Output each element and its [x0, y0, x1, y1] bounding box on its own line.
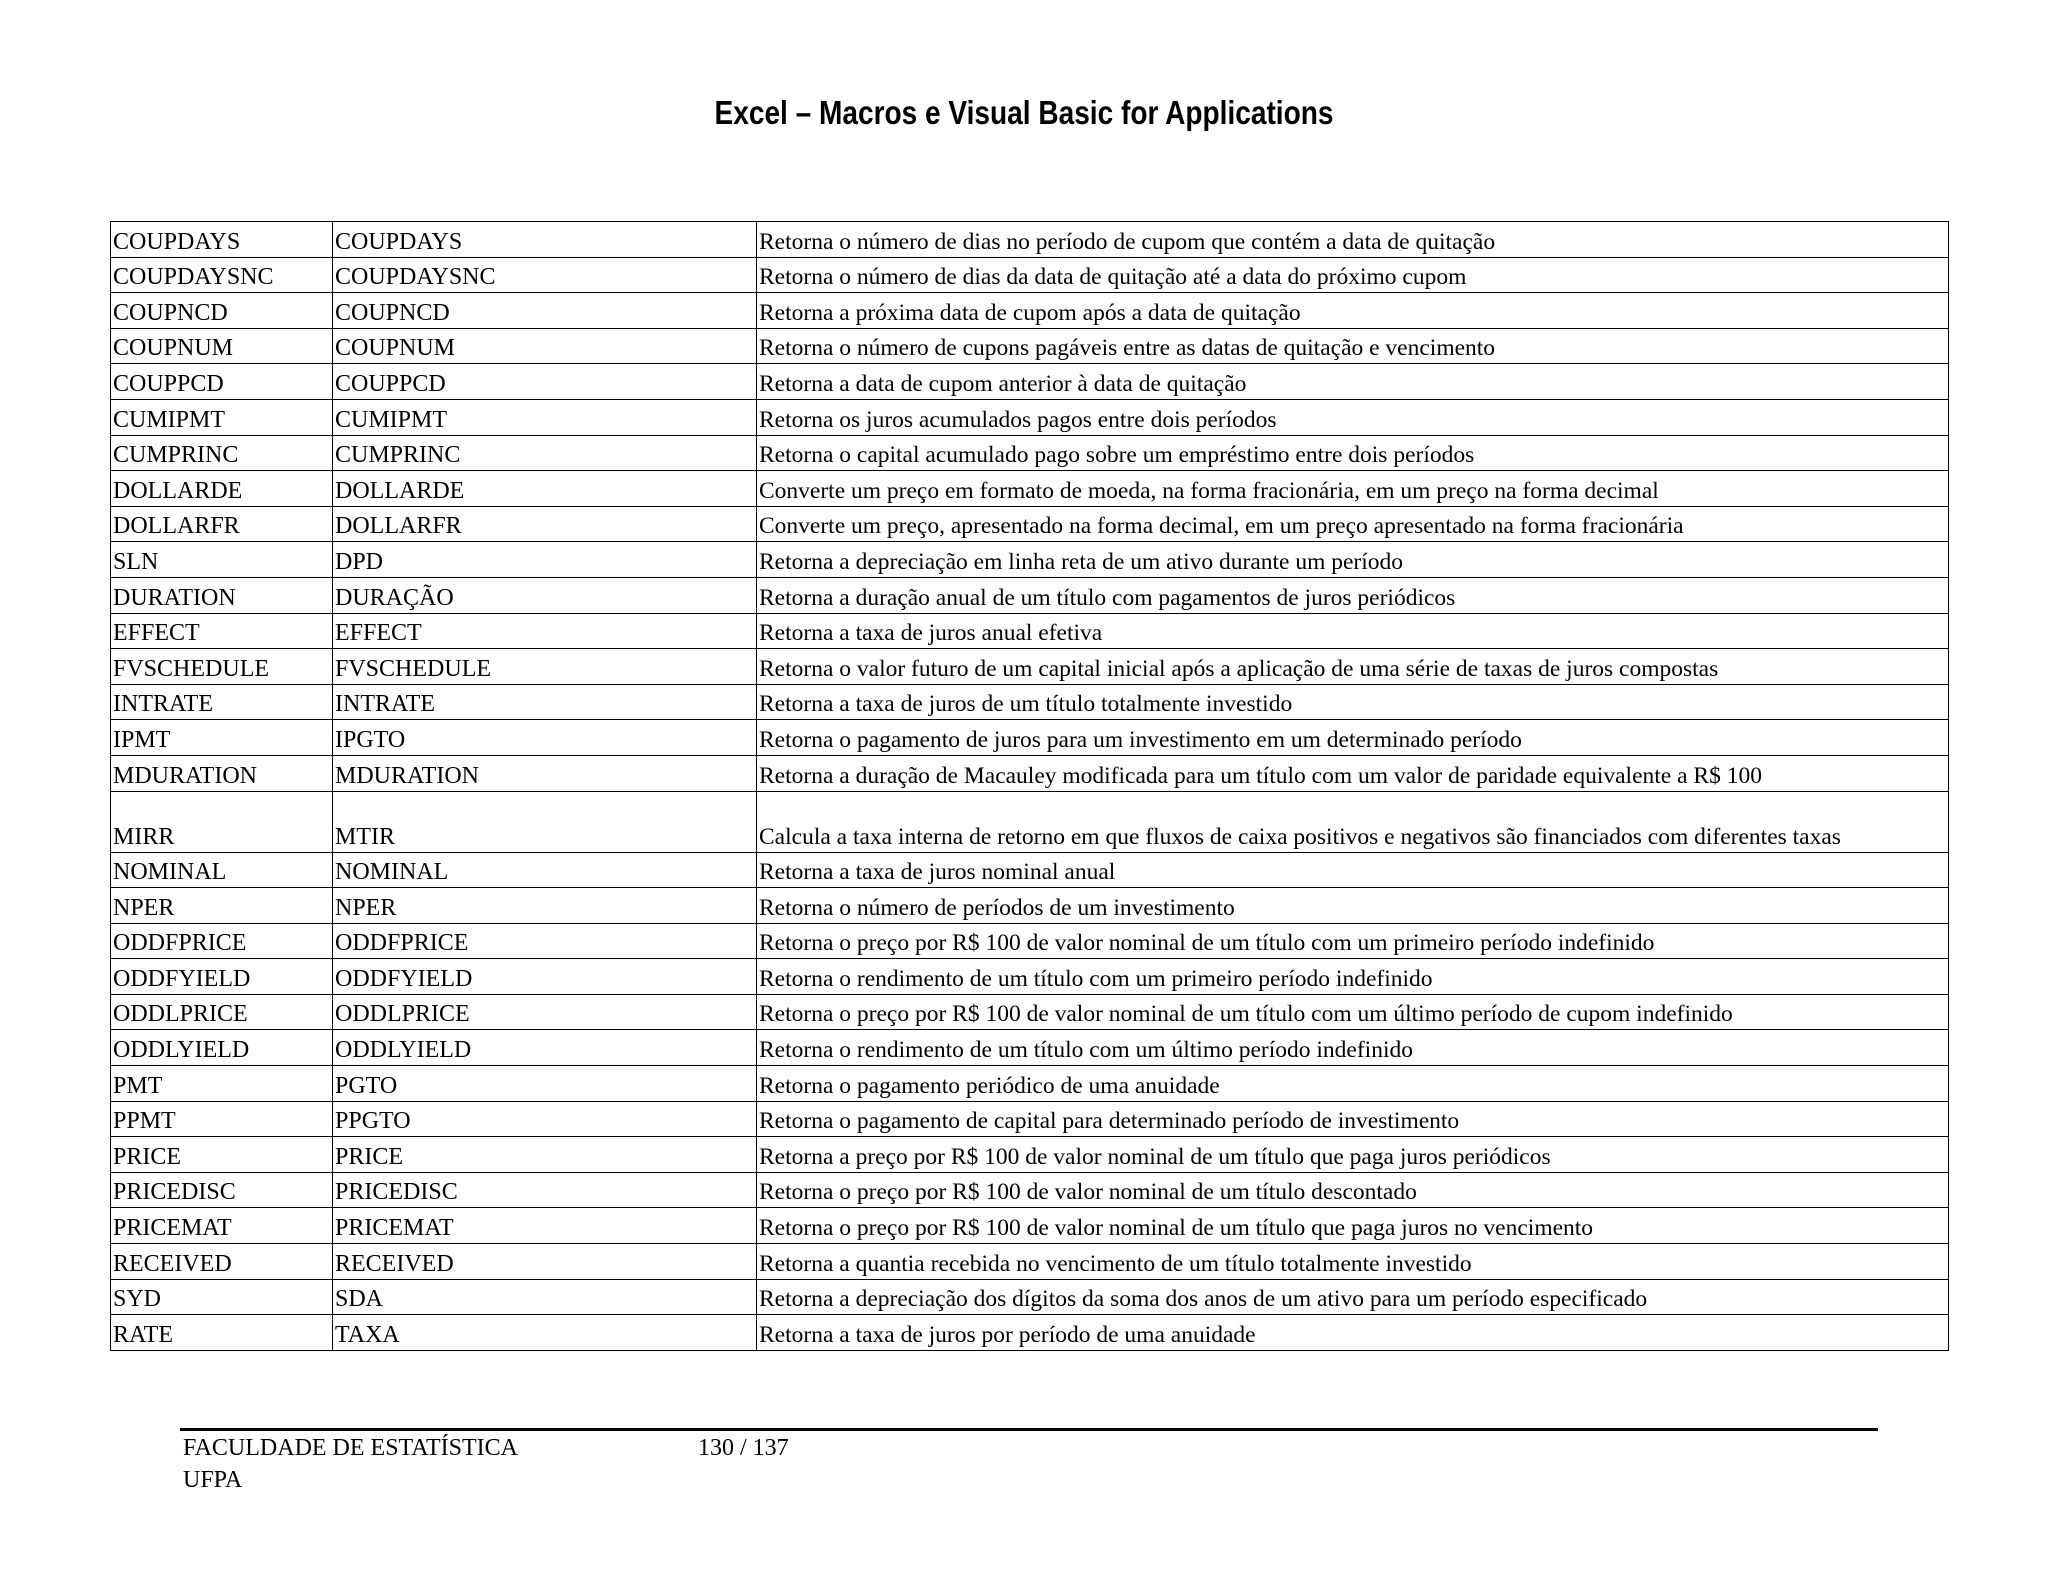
function-name-en: PRICE — [111, 1137, 333, 1173]
function-name-en: COUPDAYS — [111, 222, 333, 258]
table-row — [111, 959, 1949, 995]
function-name-pt: NOMINAL — [333, 852, 757, 888]
function-name-pt: ODDFPRICE — [333, 923, 757, 959]
function-name-pt: PPGTO — [333, 1101, 757, 1137]
function-name-en: MIRR — [111, 791, 333, 852]
table-row — [111, 328, 1949, 364]
function-name-pt: ODDFYIELD — [333, 959, 757, 995]
table-row — [111, 1066, 1949, 1102]
function-name-en: SYD — [111, 1279, 333, 1315]
function-name-en: NPER — [111, 888, 333, 924]
function-name-pt: COUPDAYS — [333, 222, 757, 258]
table-row — [111, 257, 1949, 293]
table-row — [111, 399, 1949, 435]
function-name-pt: TAXA — [333, 1315, 757, 1351]
table-row — [111, 1172, 1949, 1208]
function-description: Retorna o pagamento periódico de uma anuidade — [757, 1066, 1949, 1102]
table-row — [111, 888, 1949, 924]
function-name-pt: DOLLARDE — [333, 471, 757, 507]
function-name-pt: CUMIPMT — [333, 399, 757, 435]
function-description: Retorna a duração anual de um título com pagamentos de juros periódicos — [757, 577, 1949, 613]
function-description: Retorna o rendimento de um título com um primeiro período indefinido — [757, 959, 1949, 995]
function-name-pt: DURAÇÃO — [333, 577, 757, 613]
table-row — [111, 542, 1949, 578]
function-name-en: ODDLYIELD — [111, 1030, 333, 1066]
function-description: Retorna a quantia recebida no vencimento de um título totalmente investido — [757, 1244, 1949, 1280]
function-name-pt: INTRATE — [333, 684, 757, 720]
table-row — [111, 1279, 1949, 1315]
function-description: Retorna o capital acumulado pago sobre um empréstimo entre dois períodos — [757, 435, 1949, 471]
function-name-en: CUMIPMT — [111, 399, 333, 435]
function-description: Retorna o preço por R$ 100 de valor nominal de um título com um último período de cupom indefinido — [757, 994, 1949, 1030]
footer-divider — [180, 1428, 1878, 1431]
function-description: Retorna a depreciação em linha reta de um ativo durante um período — [757, 542, 1949, 578]
function-name-en: DOLLARFR — [111, 506, 333, 542]
function-name-pt: ODDLPRICE — [333, 994, 757, 1030]
table-row — [111, 293, 1949, 329]
function-name-pt: ODDLYIELD — [333, 1030, 757, 1066]
function-description: Converte um preço, apresentado na forma decimal, em um preço apresentado na forma fracionária — [757, 506, 1949, 542]
function-description: Retorna o rendimento de um título com um último período indefinido — [757, 1030, 1949, 1066]
table-row — [111, 222, 1949, 258]
function-name-en: DOLLARDE — [111, 471, 333, 507]
function-description: Retorna a depreciação dos dígitos da soma dos anos de um ativo para um período especificado — [757, 1279, 1949, 1315]
function-name-en: INTRATE — [111, 684, 333, 720]
function-name-pt: SDA — [333, 1279, 757, 1315]
function-description: Retorna a preço por R$ 100 de valor nominal de um título que paga juros periódicos — [757, 1137, 1949, 1173]
function-description: Retorna a duração de Macauley modificada para um título com um valor de paridade equivalente a R$ 100 — [757, 755, 1949, 791]
function-name-en: NOMINAL — [111, 852, 333, 888]
function-description: Retorna os juros acumulados pagos entre dois períodos — [757, 399, 1949, 435]
table-row — [111, 1315, 1949, 1351]
function-name-en: DURATION — [111, 577, 333, 613]
function-name-en: COUPDAYSNC — [111, 257, 333, 293]
function-name-pt: PRICEDISC — [333, 1172, 757, 1208]
table-row — [111, 577, 1949, 613]
function-name-pt: MTIR — [333, 791, 757, 852]
table-row — [111, 1101, 1949, 1137]
function-name-en: CUMPRINC — [111, 435, 333, 471]
function-name-en: COUPNCD — [111, 293, 333, 329]
function-name-pt: COUPNUM — [333, 328, 757, 364]
table-row — [111, 1137, 1949, 1173]
function-name-pt: PRICEMAT — [333, 1208, 757, 1244]
function-description: Retorna a data de cupom anterior à data de quitação — [757, 364, 1949, 400]
table-row — [111, 994, 1949, 1030]
function-name-pt: PRICE — [333, 1137, 757, 1173]
function-description: Retorna a próxima data de cupom após a data de quitação — [757, 293, 1949, 329]
function-name-en: ODDFPRICE — [111, 923, 333, 959]
function-description: Retorna o número de cupons pagáveis entre as datas de quitação e vencimento — [757, 328, 1949, 364]
function-name-pt: COUPNCD — [333, 293, 757, 329]
function-name-en: RECEIVED — [111, 1244, 333, 1280]
function-name-pt: FVSCHEDULE — [333, 649, 757, 685]
function-description: Retorna a taxa de juros nominal anual — [757, 852, 1949, 888]
function-name-pt: NPER — [333, 888, 757, 924]
table-row — [111, 613, 1949, 649]
function-name-en: COUPPCD — [111, 364, 333, 400]
function-name-en: RATE — [111, 1315, 333, 1351]
page-number: 130 / 137 — [698, 1435, 789, 1461]
table-row — [111, 923, 1949, 959]
function-description: Retorna o número de períodos de um investimento — [757, 888, 1949, 924]
function-name-en: SLN — [111, 542, 333, 578]
table-row — [111, 649, 1949, 685]
table-row — [111, 852, 1949, 888]
footer-org-line1: FACULDADE DE ESTATÍSTICA — [183, 1435, 518, 1461]
table-row — [111, 435, 1949, 471]
function-name-en: MDURATION — [111, 755, 333, 791]
function-description: Retorna o número de dias no período de cupom que contém a data de quitação — [757, 222, 1949, 258]
function-name-en: ODDLPRICE — [111, 994, 333, 1030]
table-row — [111, 720, 1949, 756]
function-description: Retorna o preço por R$ 100 de valor nominal de um título que paga juros no vencimento — [757, 1208, 1949, 1244]
function-description: Retorna o pagamento de juros para um investimento em um determinado período — [757, 720, 1949, 756]
function-description: Retorna o preço por R$ 100 de valor nominal de um título descontado — [757, 1172, 1949, 1208]
function-name-en: ODDFYIELD — [111, 959, 333, 995]
table-row — [111, 364, 1949, 400]
function-name-pt: DPD — [333, 542, 757, 578]
function-name-en: FVSCHEDULE — [111, 649, 333, 685]
function-description: Retorna a taxa de juros de um título totalmente investido — [757, 684, 1949, 720]
table-row — [111, 1208, 1949, 1244]
table-row — [111, 1030, 1949, 1066]
page-title: Excel – Macros e Visual Basic for Applications — [714, 94, 1334, 131]
function-description: Calcula a taxa interna de retorno em que fluxos de caixa positivos e negativos são financiados com diferentes taxas — [757, 791, 1949, 852]
table-row — [111, 755, 1949, 791]
function-name-pt: PGTO — [333, 1066, 757, 1102]
function-description: Converte um preço em formato de moeda, na forma fracionária, em um preço na forma decimal — [757, 471, 1949, 507]
function-description: Retorna o valor futuro de um capital inicial após a aplicação de uma série de taxas de juros compostas — [757, 649, 1949, 685]
table-row — [111, 506, 1949, 542]
function-name-en: COUPNUM — [111, 328, 333, 364]
function-name-en: IPMT — [111, 720, 333, 756]
table-row — [111, 471, 1949, 507]
function-description: Retorna a taxa de juros anual efetiva — [757, 613, 1949, 649]
function-description: Retorna a taxa de juros por período de uma anuidade — [757, 1315, 1949, 1351]
function-name-pt: RECEIVED — [333, 1244, 757, 1280]
function-description: Retorna o pagamento de capital para determinado período de investimento — [757, 1101, 1949, 1137]
table-row — [111, 791, 1949, 852]
function-name-pt: EFFECT — [333, 613, 757, 649]
function-name-pt: CUMPRINC — [333, 435, 757, 471]
function-name-en: PRICEDISC — [111, 1172, 333, 1208]
footer-organization — [183, 1432, 518, 1496]
function-name-en: PPMT — [111, 1101, 333, 1137]
function-name-en: EFFECT — [111, 613, 333, 649]
table-row — [111, 684, 1949, 720]
function-table — [110, 221, 1949, 1351]
function-name-pt: MDURATION — [333, 755, 757, 791]
function-name-pt: COUPPCD — [333, 364, 757, 400]
footer-org-line2: UFPA — [183, 1467, 243, 1493]
function-description: Retorna o preço por R$ 100 de valor nominal de um título com um primeiro período indefinido — [757, 923, 1949, 959]
function-name-en: PMT — [111, 1066, 333, 1102]
table-row — [111, 1244, 1949, 1280]
function-name-pt: COUPDAYSNC — [333, 257, 757, 293]
function-name-en: PRICEMAT — [111, 1208, 333, 1244]
function-description: Retorna o número de dias da data de quitação até a data do próximo cupom — [757, 257, 1949, 293]
function-name-pt: DOLLARFR — [333, 506, 757, 542]
function-name-pt: IPGTO — [333, 720, 757, 756]
